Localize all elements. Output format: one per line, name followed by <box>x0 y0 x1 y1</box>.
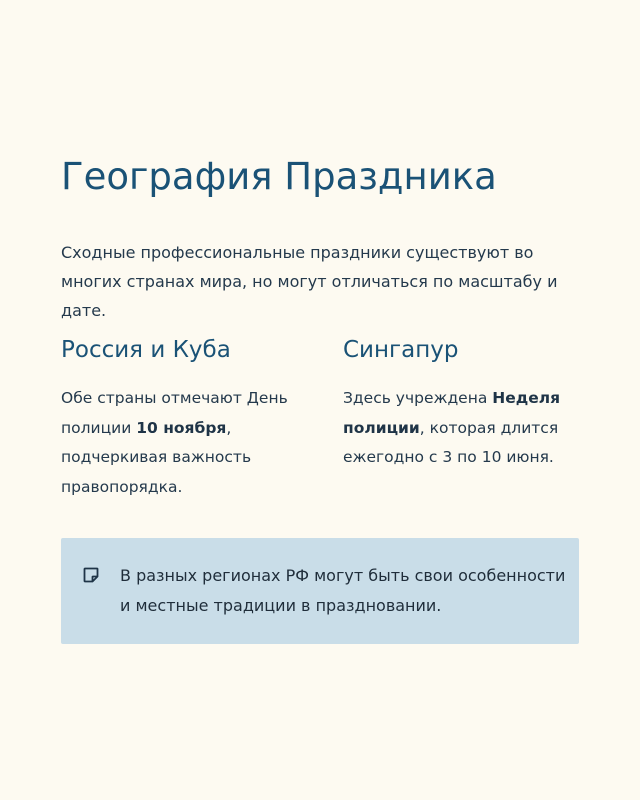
singapore-text-end: , которая длится ежегодно с 3 по 10 июня. <box>343 418 559 466</box>
singapore-police-week: Неделя полиции <box>343 389 561 437</box>
note-text: В разных регионах РФ могут быть свои особенности и местные традиции в праздновании. <box>120 566 566 615</box>
intro-paragraph: Сходные профессиональные праздники существуют во многих странах мира, но могут отличаться по масштабу и дате. <box>61 243 558 320</box>
note-icon <box>82 566 100 584</box>
russia-cuba-text <box>61 384 301 502</box>
note-callout <box>61 538 579 644</box>
singapore-text <box>343 384 583 473</box>
singapore-section <box>343 330 583 473</box>
russia-cuba-text-start: Обе страны отмечают День полиции <box>61 389 288 437</box>
russia-cuba-heading: Россия и Куба <box>61 337 231 363</box>
russia-cuba-date: 10 ноября <box>136 418 227 437</box>
page-title: География Праздника <box>61 155 497 198</box>
russia-cuba-text-end: , подчеркивая важность правопорядка. <box>61 418 252 496</box>
singapore-text-start: Здесь учреждена <box>343 389 493 407</box>
russia-cuba-section <box>61 330 301 502</box>
singapore-heading: Сингапур <box>343 337 459 363</box>
